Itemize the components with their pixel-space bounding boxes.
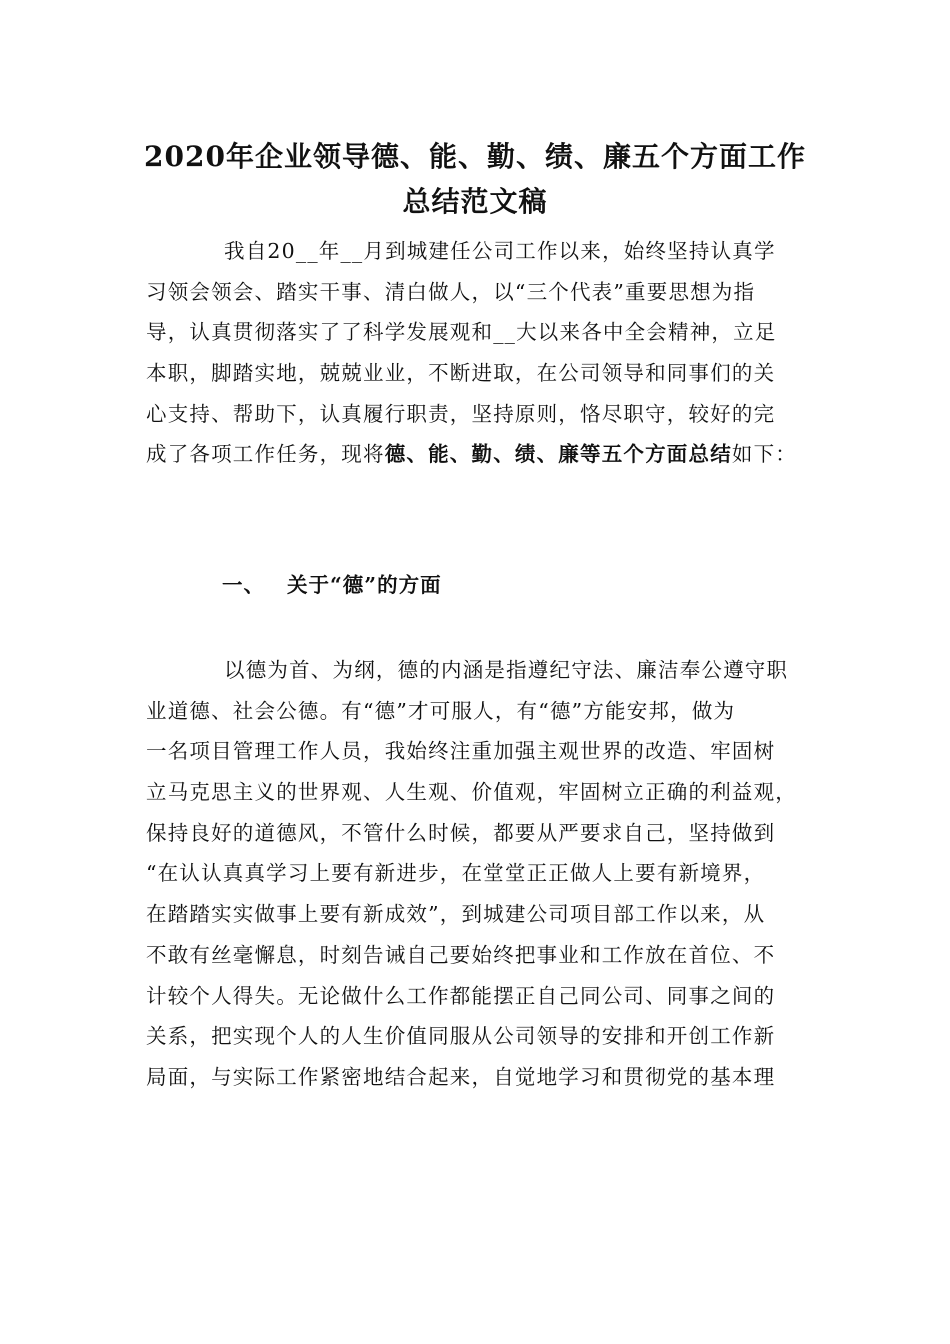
paragraph-line: 不敢有丝毫懈息，时刻告诫自己要始终把事业和工作放在首位、不	[146, 942, 776, 967]
intro-last-prefix: 成了各项工作任务，现将	[146, 442, 385, 467]
paragraph-line: 一名项目管理工作人员，我始终注重加强主观世界的改造、牢固树	[146, 739, 776, 764]
document-title-line-2: 总结范文稿	[402, 185, 548, 218]
paragraph-line: 本职，脚踏实地，兢兢业业，不断进取，在公司领导和同事们的关	[146, 361, 776, 386]
paragraph-line: 习领会领会、踏实干事、清白做人，以“三个代表”重要思想为指	[146, 279, 756, 304]
paragraph-line: 在踏踏实实做事上要有新成效”，到城建公司项目部工作以来，从	[146, 902, 766, 927]
section-heading	[222, 565, 442, 605]
intro-emphasis: 德、能、勤、绩、廉等五个方面总结	[384, 442, 732, 467]
document-title-line-1: 2020年企业领导德、能、勤、绩、廉五个方面工作	[144, 140, 806, 173]
paragraph-line: 以德为首、为纲，德的内涵是指遵纪守法、廉洁奉公遵守职	[224, 658, 789, 682]
paragraph-line: 计较个人得失。无论做什么工作都能摆正自己同公司、同事之间的	[146, 983, 776, 1008]
paragraph-line: 立马克思主义的世界观、人生观、价值观，牢固树立正确的利益观，	[146, 780, 797, 805]
paragraph-last-line	[146, 434, 816, 475]
paragraph-line: 保持良好的道德风，不管什么时候，都要从严要求自己，坚持做到	[146, 820, 776, 845]
section-number: 一、	[222, 573, 265, 597]
paragraph-line: 关系，把实现个人的人生价值同服从公司领导的安排和开创工作新	[146, 1024, 776, 1049]
paragraph-line: 我自20__年__月到城建任公司工作以来，始终坚持认真学	[224, 239, 776, 263]
paragraph-line: “在认认真真学习上要有新进步，在堂堂正正做人上要有新境界，	[146, 861, 766, 886]
paragraph-line: 业道德、社会公德。有“德”才可服人，有“德”方能安邦，做为	[146, 698, 736, 723]
paragraph-line: 局面，与实际工作紧密地结合起来，自觉地学习和贯彻党的基本理	[146, 1064, 776, 1089]
section1-paragraph	[146, 650, 816, 1098]
paragraph-line: 心支持、帮助下，认真履行职责，坚持原则，恪尽职守，较好的完	[146, 401, 776, 426]
paragraph-line: 导，认真贯彻落实了了科学发展观和__大以来各中全会精神，立足	[146, 320, 777, 345]
intro-paragraph	[146, 231, 816, 475]
section-title: 关于“德”的方面	[287, 573, 442, 597]
intro-last-suffix: 如下：	[731, 442, 798, 467]
